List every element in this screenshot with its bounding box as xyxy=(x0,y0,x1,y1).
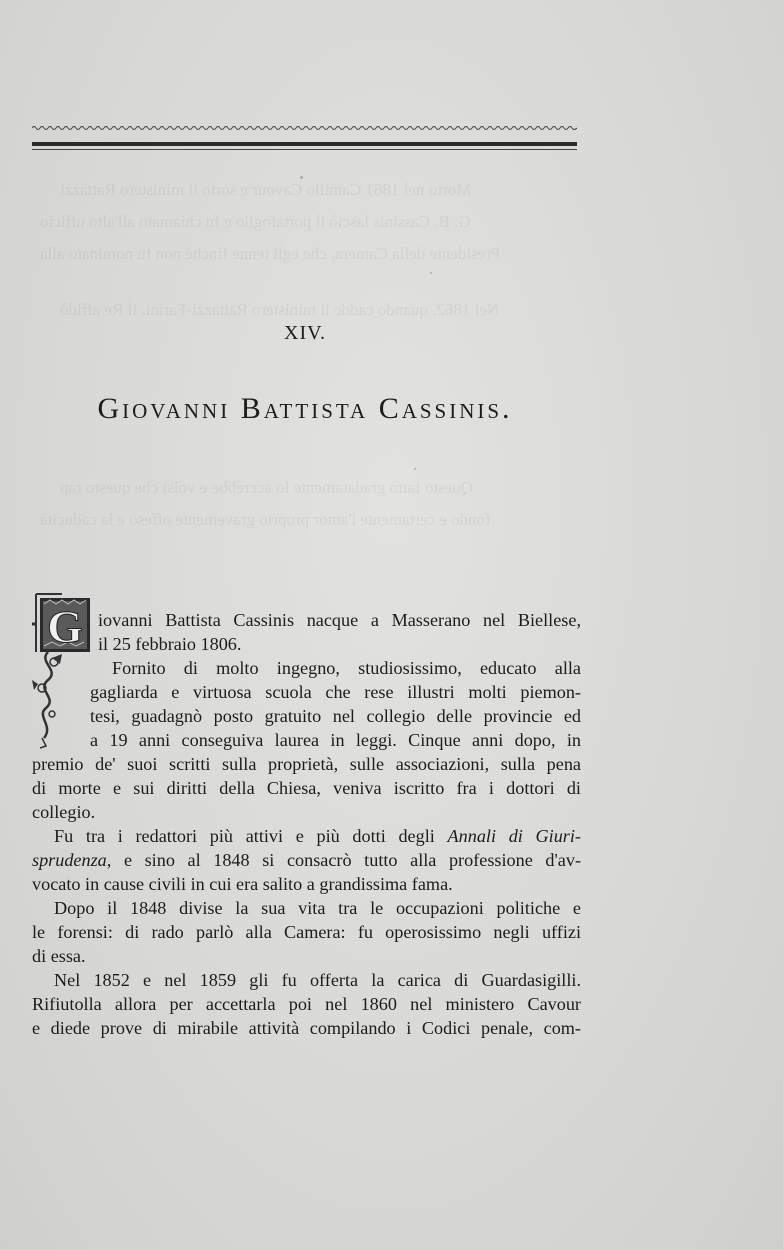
show-through-text: Questo fatto gradatamente lo accrebbe e volsi che questo rap xyxy=(60,478,474,497)
show-through-text: Morto nel 1861 Camillo Cavour e sorto il ministero Rattazzi xyxy=(60,180,472,199)
text-span: e sino al 1848 si consacrò tutto alla professione d'av- xyxy=(123,850,581,870)
show-through-text: fondo e certamente l'amor proprio gravemente offeso e la caducità xyxy=(40,510,491,529)
text-line: premio de' suoi scritti sulla proprietà, sulle associazioni, sulla pena xyxy=(32,754,581,774)
text-span: Fu tra i redattori più attivi e più dotti degli xyxy=(54,826,435,846)
show-through-text: Nel 1862, quando cadde il ministero Rattazzi-Farini, il Re affidò xyxy=(60,300,500,319)
text-line: il 25 febbraio 1806. xyxy=(98,634,242,654)
chapter-title: Giovanni Battista Cassinis. xyxy=(97,392,513,425)
text-line xyxy=(32,824,581,848)
text-line: Dopo il 1848 divise la sua vita tra le occupazioni politiche e xyxy=(54,898,581,918)
text-line: tesi, guadagnò posto gratuito nel collegio delle provincie ed xyxy=(90,706,581,726)
show-through-text: G. B. Cassinis lasciò il portafoglio e fu chiamato all'alto ufficio xyxy=(40,212,471,231)
text-line: gagliarda e virtuosa scuola che rese illustri molti piemon- xyxy=(90,682,581,702)
paper-speck xyxy=(414,468,416,470)
text-line: di morte e sui diritti della Chiesa, veniva iscritto fra i dottori di xyxy=(32,778,581,798)
text-line: e diede prove di mirabile attività compilando i Codici penale, com- xyxy=(32,1018,581,1038)
header-rule xyxy=(32,118,577,150)
chapter-number: XIV. xyxy=(284,322,326,344)
initial-letter: G xyxy=(47,601,83,652)
text-line: Rifiutolla allora per accettarla poi nel 1860 nel ministero Cavour xyxy=(32,994,581,1014)
text-line: Nel 1852 e nel 1859 gli fu offerta la carica di Guardasigilli. xyxy=(54,970,581,990)
italic-title: sprudenza, xyxy=(32,850,112,870)
text-line: Fornito di molto ingegno, studiosissimo, educato alla xyxy=(112,658,581,678)
italic-title: Annali di Giuri- xyxy=(447,826,581,846)
text-line: collegio. xyxy=(32,802,96,822)
show-through-text: Presidente della Camera, che egli tenne finchè non fu nominato alla xyxy=(40,244,501,263)
thin-rule xyxy=(32,149,577,150)
text-line: a 19 anni conseguiva laurea in leggi. Cinque anni dopo, in xyxy=(90,730,581,750)
paper-speck xyxy=(430,272,432,274)
wavy-rule xyxy=(32,125,577,131)
paper-speck xyxy=(300,176,303,179)
text-line xyxy=(32,848,581,872)
thick-rule xyxy=(32,142,577,146)
text-line: iovanni Battista Cassinis nacque a Masserano nel Biellese, xyxy=(98,610,581,630)
text-line: vocato in cause civili in cui era salito a grandissima fama. xyxy=(32,874,453,894)
text-line: di essa. xyxy=(32,946,86,966)
text-line: le forensi: di rado parlò alla Camera: fu operosissimo negli uffizi xyxy=(32,922,581,942)
article-body xyxy=(32,608,581,1040)
